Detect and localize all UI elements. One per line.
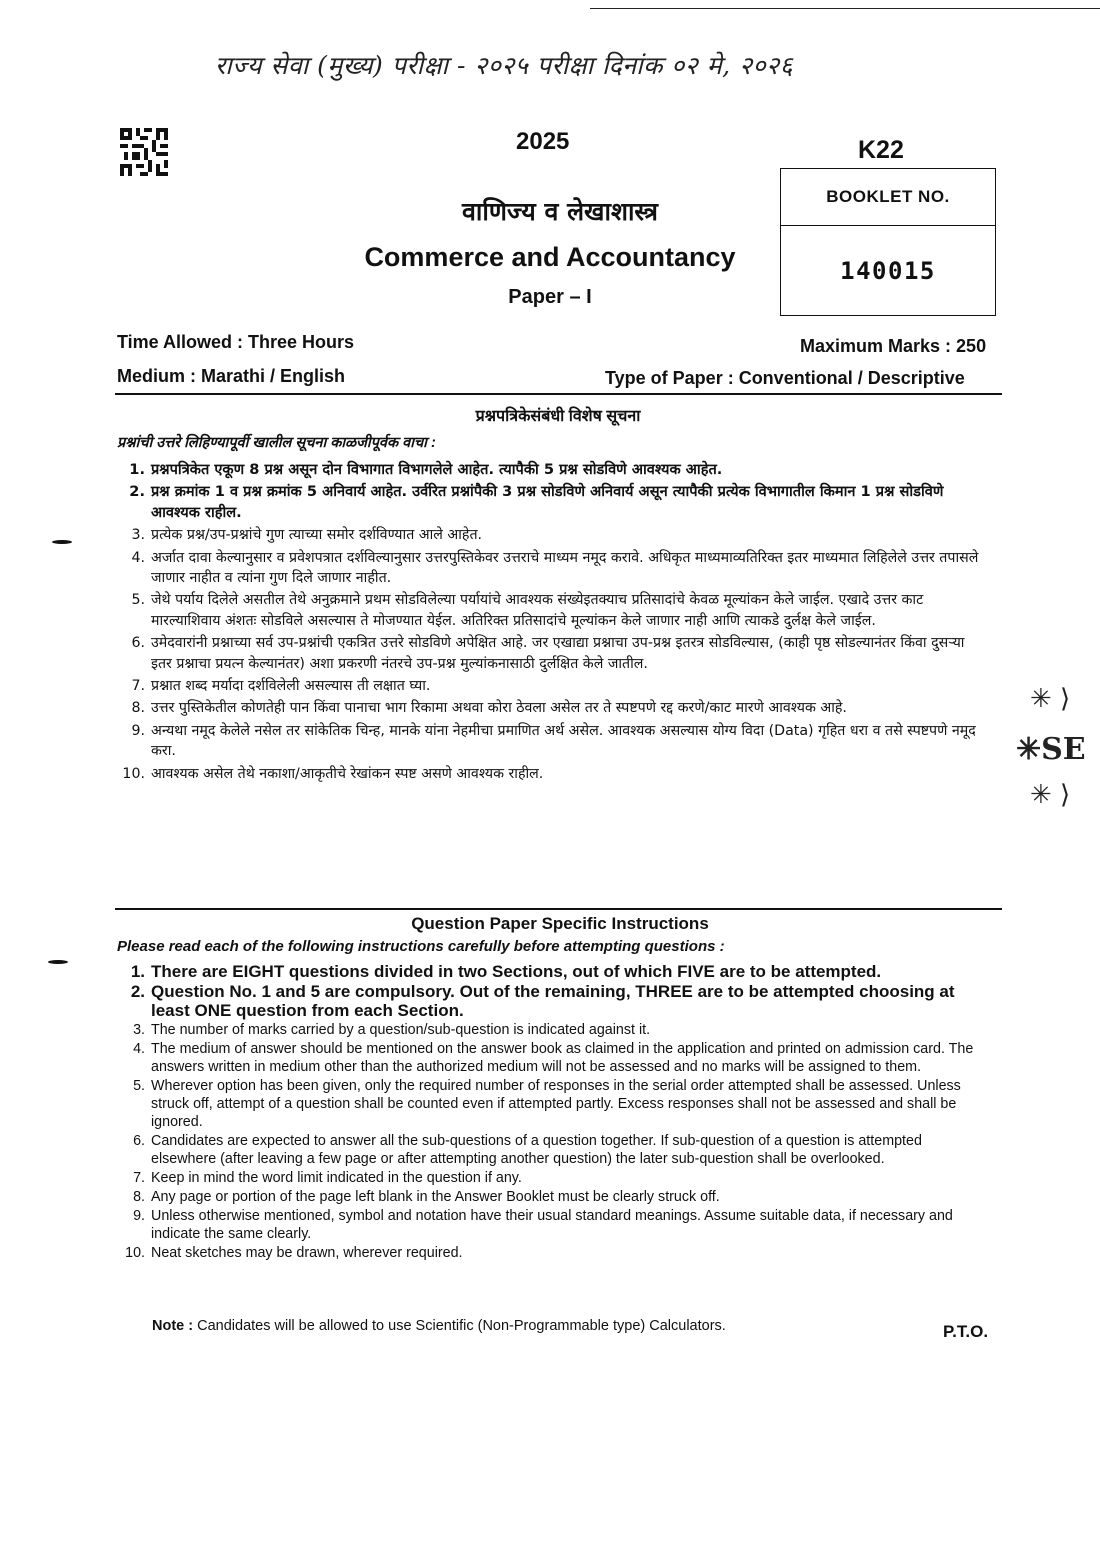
list-item: 7. प्रश्नात शब्द मर्यादा दर्शविलेली असल्यास ती लक्षात घ्या. <box>131 678 431 695</box>
note-text: Candidates will be allowed to use Scientific (Non-Programmable type) Calculators. <box>197 1318 726 1334</box>
list-item: 7. Keep in mind the word limit indicated in the question if any. <box>133 1170 522 1186</box>
list-item: 4. The medium of answer should be mentioned on the answer book as claimed in the application and printed on admission card. The answers written in medium other than the authorized medium will not be assessed and no marks will be assigned to them. <box>133 1041 974 1075</box>
subject-title-marathi: वाणिज्य व लेखाशास्त्र <box>462 197 658 226</box>
side-mark-3: ✳ ⟩ <box>1030 780 1071 810</box>
booklet-number: 140015 <box>840 257 936 285</box>
divider-top <box>115 393 1002 395</box>
subject-title-english: Commerce and Accountancy <box>364 242 736 272</box>
please-turn-over: P.T.O. <box>943 1322 989 1341</box>
list-item: 1. प्रश्नपत्रिकेत एकूण 8 प्रश्न असून दोन विभागात विभागलेले आहेत. त्यापैकी 5 प्रश्न सोडविणे आवश्यक आहेत. <box>129 461 723 478</box>
list-item: 2. प्रश्न क्रमांक 1 व प्रश्न क्रमांक 5 अनिवार्य आहेत. उर्वरित प्रश्नांपैकी 3 प्रश्न सोडविणे अनिवार्य असून त्यापैकी प्रत्येक विभागातील किमान 1 प्रश्न सोडविणे आवश्यक राहील. <box>129 483 944 521</box>
divider-middle <box>115 908 1002 910</box>
list-item: 4. अर्जात दावा केल्यानुसार व प्रवेशपत्रात दर्शविल्यानुसार उत्तरपुस्तिकेवर उत्तराचे माध्यम नमूद करावे. अधिकृत माध्यमाव्यतिरिक्त इतर माध्यमात लिहिलेले उत्तर तपासले जाणार नाहीत व त्यांना गुण दिले जाणार नाहीत. <box>131 549 979 587</box>
list-item: 2. Question No. 1 and 5 are compulsory. Out of the remaining, THREE are to be attempted choosing at least ONE question from each Section. <box>130 982 955 1020</box>
time-allowed: Time Allowed : Three Hours <box>117 332 355 352</box>
paper-number: Paper – I <box>508 286 592 308</box>
english-instructions-list <box>117 962 987 1263</box>
list-item: 9. Unless otherwise mentioned, symbol and notation have their usual standard meanings. Assume suitable data, if necessary and indicate the same clearly. <box>133 1208 953 1242</box>
list-item: 6. Candidates are expected to answer all the sub-questions of a question together. If sub-question of a question is attempted elsewhere (after leaving a few page or after attempting another question) the later sub-question shall be overlooked. <box>133 1133 922 1167</box>
side-mark-2: ✳SE <box>1016 732 1086 767</box>
list-item: 8. Any page or portion of the page left blank in the Answer Booklet must be clearly struck off. <box>133 1189 720 1205</box>
english-instructions-intro: Please read each of the following instructions carefully before attempting questions : <box>117 938 725 955</box>
medium: Medium : Marathi / English <box>117 366 346 386</box>
list-item: 5. Wherever option has been given, only the required number of responses in the serial order attempted shall be assessed. Unless struck off, attempt of a question shall be counted even if attempted partly. Excess responses shall not be assessed and shall be ignored. <box>133 1078 961 1130</box>
type-of-paper: Type of Paper : Conventional / Descriptive <box>605 368 965 388</box>
maximum-marks: Maximum Marks : 250 <box>800 336 987 356</box>
list-item: 8. उत्तर पुस्तिकेतील कोणतेही पान किंवा पानाचा भाग रिकामा अथवा कोरा ठेवला असेल तर ते स्पष्टपणे रद्द करणे/काट मारणे आवश्यक आहे. <box>131 700 847 717</box>
exam-year: 2025 <box>516 128 570 155</box>
marathi-instructions-heading: प्रश्नपत्रिकेसंबंधी विशेष सूचना <box>475 408 641 425</box>
marathi-instructions-intro: प्रश्नांची उत्तरे लिहिण्यापूर्वी खालील सूचना काळजीपूर्वक वाचा : <box>117 435 436 451</box>
list-item: 9. अन्यथा नमूद केलेले नसेल तर सांकेतिक चिन्ह, मानके यांना नेहमीचा प्रमाणित अर्थ असेल. आवश्यक असल्यास योग्य विदा (Data) गृहित धरा व तसे स्पष्टपणे नमूद करा. <box>131 722 976 760</box>
list-item: 10. आवश्यक असेल तेथे नकाशा/आकृतीचे रेखांकन स्पष्ट असणे आवश्यक राहील. <box>122 765 544 782</box>
booklet-label: BOOKLET NO. <box>781 169 995 226</box>
scan-mark <box>52 540 72 544</box>
note-label: Note : <box>152 1318 194 1334</box>
list-item: 3. प्रत्येक प्रश्न/उप-प्रश्नांचे गुण त्याच्या समोर दर्शविण्यात आले आहेत. <box>131 527 483 544</box>
handwritten-exam-note: राज्य सेवा (मुख्य) परीक्षा - २०२५ परीक्षा दिनांक ०२ मे, २०२६ <box>215 51 794 80</box>
side-mark-1: ✳ ⟩ <box>1030 684 1071 714</box>
list-item: 10. Neat sketches may be drawn, wherever required. <box>125 1245 463 1261</box>
list-item: 1. There are EIGHT questions divided in two Sections, out of which FIVE are to be attempted. <box>130 962 882 981</box>
list-item: 5. जेथे पर्याय दिलेले असतील तेथे अनुक्रमाने प्रथम सोडविलेल्या पर्यायांचे आवश्यक संख्येइतक्याच प्रतिसादांचे केवळ मूल्यांकन केले जाईल. एखादे उत्तर काट मारल्याशिवाय अंशतः सोडविले असल्यास ते मोजण्यात येईल. अतिरिक्त प्रतिसादांचे मूल्यांकन केले जाणार नाही आणि त्याकडे दुर्लक्ष केले जाईल. <box>131 592 924 629</box>
list-item: 6. उमेदवारांनी प्रश्नाच्या सर्व उप-प्रश्नांची एकत्रित उत्तरे सोडविणे अपेक्षित आहे. जर एखाद्या प्रश्नाचा उप-प्रश्न इतरत्र सोडविल्यास, (काही पृष्ठ सोडल्यानंतर किंवा दुसऱ्या इतर प्रश्नाचा प्रयत्न केल्यानंतर) अशा प्रकरणी नंतरचे उप-प्रश्न मुल्यांकनासाठी दुर्लक्षित केले जातील. <box>131 635 965 672</box>
list-item: 3. The number of marks carried by a question/sub-question is indicated against it. <box>133 1022 651 1038</box>
qr-code-icon <box>120 128 168 176</box>
calculator-note <box>152 1318 726 1334</box>
scan-border-line <box>590 8 1100 9</box>
booklet-number-box <box>780 168 996 316</box>
english-instructions-heading: Question Paper Specific Instructions <box>411 914 709 933</box>
marathi-instructions-list <box>117 460 987 786</box>
paper-code: K22 <box>858 136 904 164</box>
scan-mark <box>48 960 68 964</box>
